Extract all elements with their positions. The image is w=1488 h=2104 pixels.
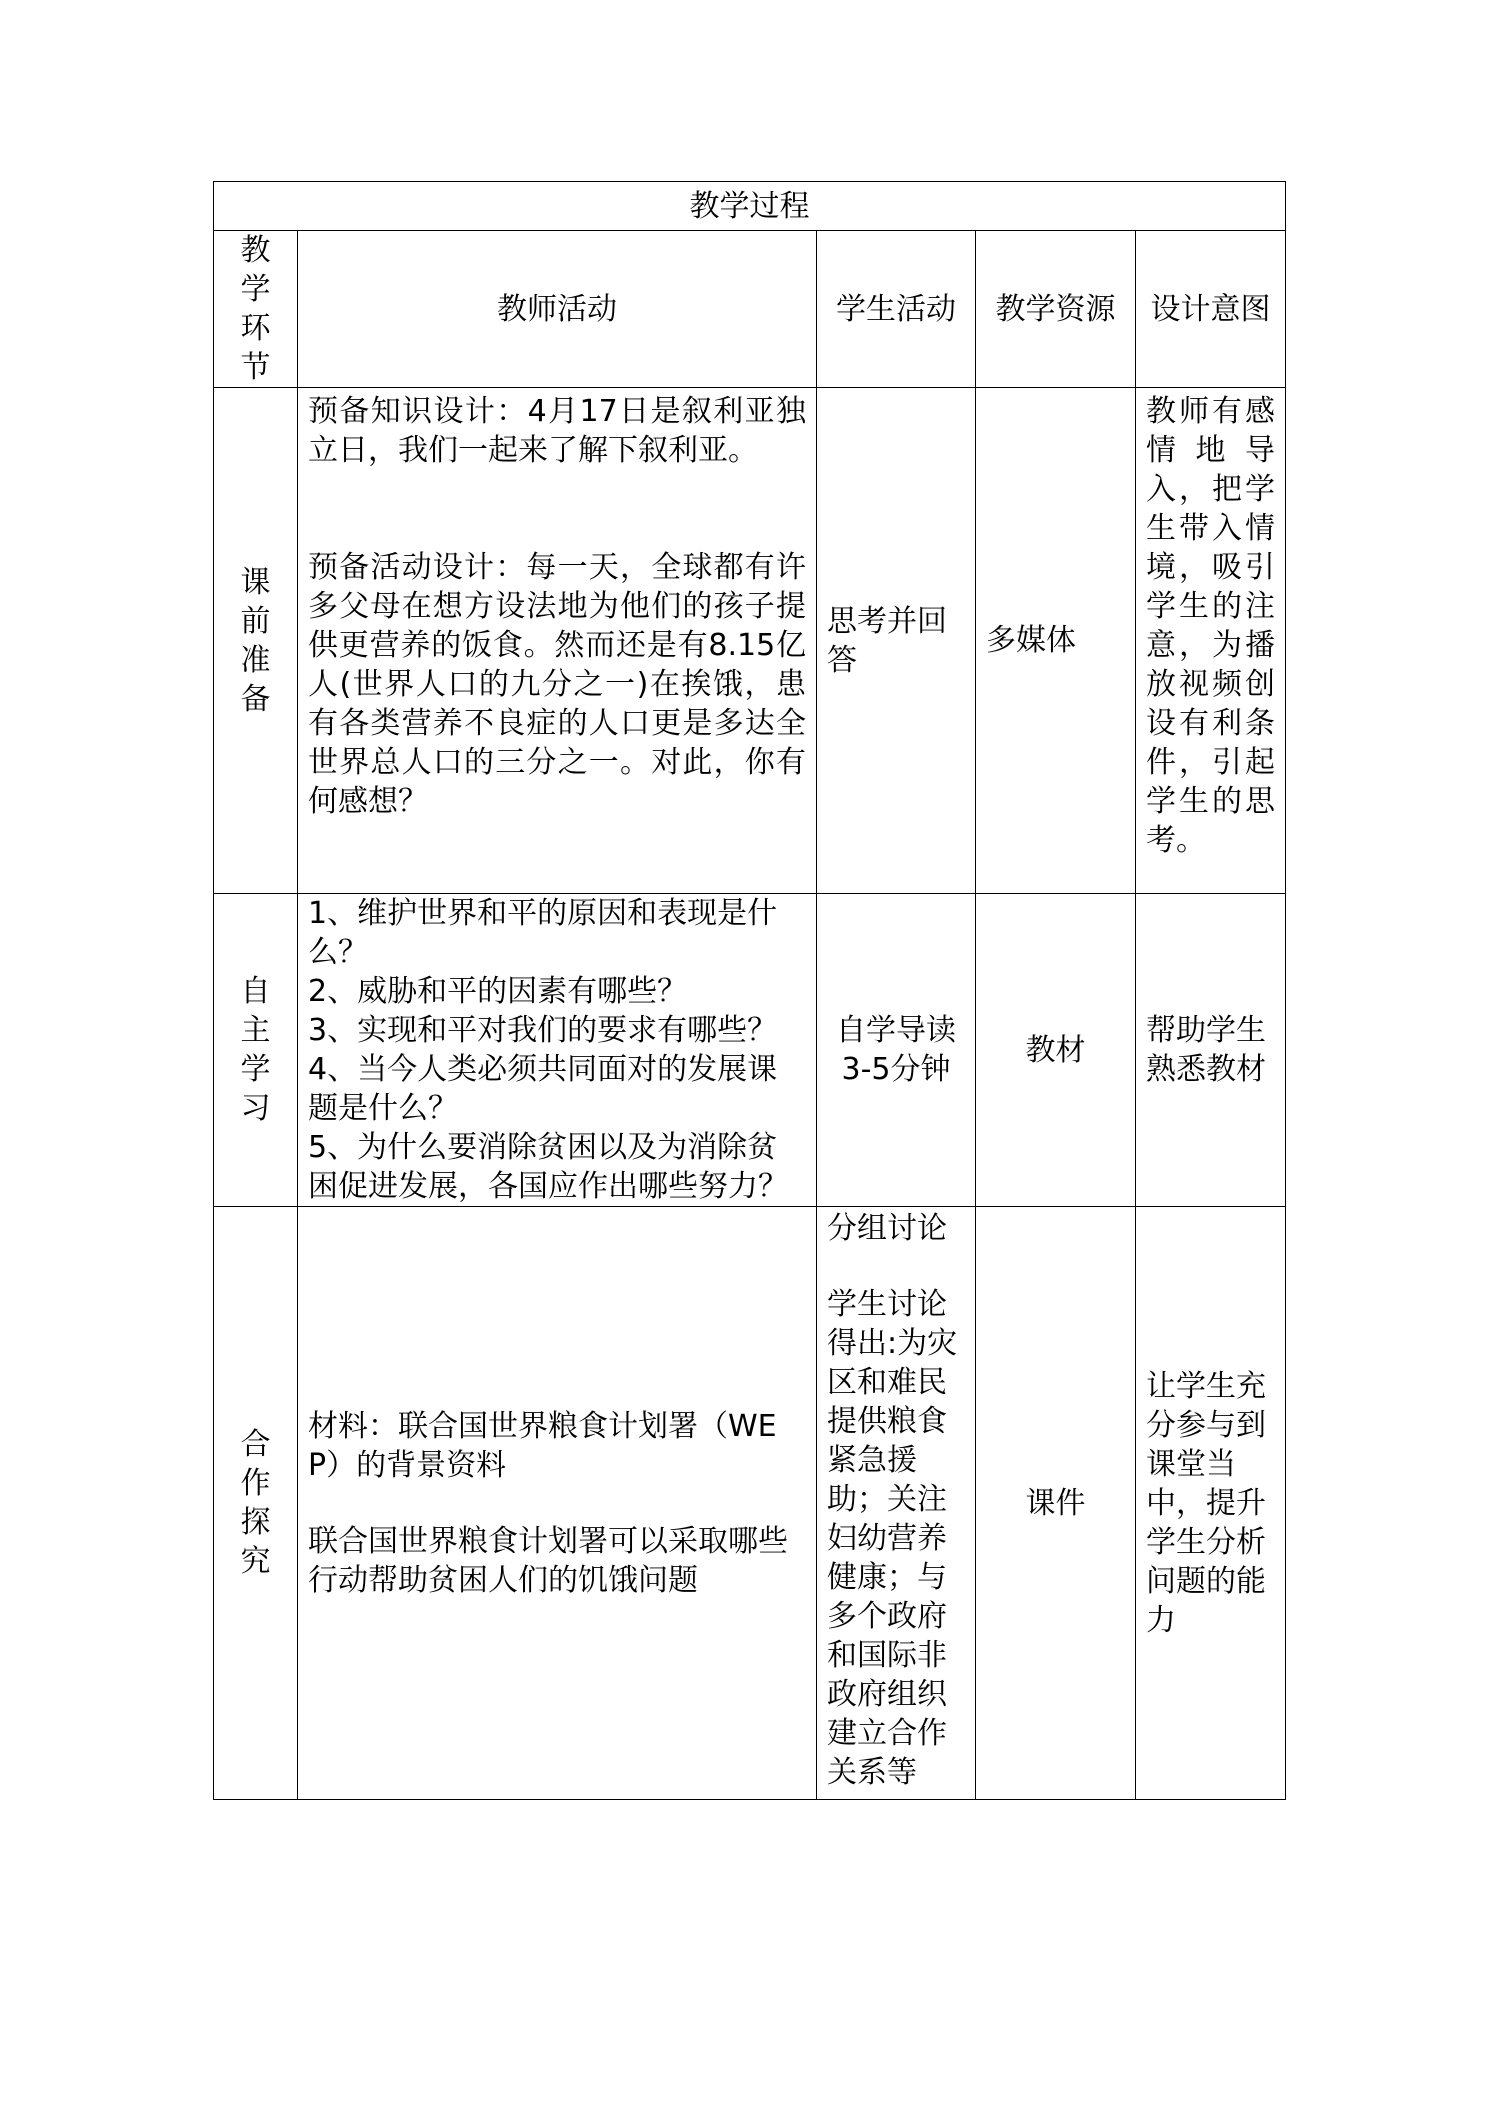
spacer bbox=[827, 1248, 965, 1285]
table-title-row bbox=[214, 182, 1286, 231]
header-teacher: 教师活动 bbox=[298, 231, 817, 388]
table-title: 教学过程 bbox=[214, 182, 1286, 231]
task-text: 联合国世界粮食计划署可以采取哪些行动帮助贫困人们的饥饿问题 bbox=[308, 1523, 788, 1598]
spacer bbox=[308, 1485, 806, 1522]
header-intent: 设计意图 bbox=[1136, 231, 1286, 388]
stage-char: 探 bbox=[240, 1505, 271, 1540]
resource-cell: 教材 bbox=[976, 894, 1136, 1207]
teacher-activity-text: 预备活动设计：每一天，全球都有许多父母在想方设法地为他们的孩子提供更营养的饭食。然而还是有8.15亿人(世界人口的九分之一)在挨饿，患有各类营养不良症的人口更是多达全世界总人口的三分之一。对此，你有何感想？ bbox=[308, 550, 806, 819]
stage-char: 合 bbox=[240, 1427, 271, 1462]
material-text: 材料：联合国世界粮食计划署（WEP）的背景资料 bbox=[308, 1408, 777, 1483]
stage-char: 主 bbox=[240, 1013, 271, 1048]
stage-char: 学 bbox=[240, 1052, 271, 1087]
teacher-activity-cell bbox=[298, 1207, 817, 1800]
student-activity-cell: 思考并回答 bbox=[817, 388, 976, 894]
teaching-process-table bbox=[213, 181, 1286, 1800]
stage-char: 自 bbox=[240, 974, 271, 1009]
question-item: 3、实现和平对我们的要求有哪些？ bbox=[308, 1013, 778, 1048]
table-row-cooperative-inquiry bbox=[214, 1207, 1286, 1800]
table-row-preparation bbox=[214, 388, 1286, 894]
stage-char: 前 bbox=[240, 603, 271, 639]
intent-cell: 让学生充分参与到课堂当中，提升学生分析问题的能力 bbox=[1136, 1207, 1286, 1800]
header-resource: 教学资源 bbox=[976, 231, 1136, 388]
stage-char: 准 bbox=[240, 642, 271, 678]
resource-cell: 课件 bbox=[976, 1207, 1136, 1800]
student-activity-cell bbox=[817, 894, 976, 1207]
question-item: 4、当今人类必须共同面对的发展课题是什么？ bbox=[308, 1052, 778, 1126]
student-activity-cell bbox=[817, 1207, 976, 1800]
stage-char: 作 bbox=[240, 1466, 271, 1501]
teacher-activity-cell bbox=[298, 388, 817, 894]
spacer bbox=[308, 470, 806, 548]
header-student: 学生活动 bbox=[817, 231, 976, 388]
intent-cell: 教师有感情地导入，把学生带入情境，吸引学生的注意，为播放视频创设有利条件，引起学生的思考。 bbox=[1136, 388, 1286, 894]
stage-cell bbox=[214, 388, 298, 894]
question-item: 5、为什么要消除贫困以及为消除贫困促进发展，各国应作出哪些努力？ bbox=[308, 1130, 788, 1204]
header-stage-char: 教 bbox=[240, 233, 271, 268]
stage-cell bbox=[214, 1207, 298, 1800]
stage-char: 备 bbox=[240, 681, 271, 717]
stage-cell bbox=[214, 894, 298, 1207]
stage-char: 习 bbox=[240, 1091, 271, 1126]
teacher-activity-text: 预备知识设计：4月17日是叙利亚独立日，我们一起来了解下叙利亚。 bbox=[308, 394, 806, 468]
question-item: 1、维护世界和平的原因和表现是什么？ bbox=[308, 896, 778, 970]
stage-char: 究 bbox=[240, 1544, 271, 1579]
header-row bbox=[214, 231, 1286, 388]
teacher-activity-cell bbox=[298, 894, 817, 1207]
header-stage bbox=[214, 231, 298, 388]
student-activity-text: 学生讨论得出:为灾区和难民提供粮食紧急援助；关注妇幼营养健康；与多个政府和国际非政府组织建立合作关系等 bbox=[827, 1287, 958, 1790]
header-stage-char: 学 bbox=[240, 272, 271, 307]
teaching-process-document bbox=[213, 181, 1285, 1800]
student-activity-text: 分组讨论 bbox=[827, 1211, 947, 1246]
student-activity-text: 3-5分钟 bbox=[841, 1052, 951, 1087]
resource-cell: 多媒体 bbox=[976, 388, 1136, 894]
header-stage-char: 环 bbox=[240, 311, 271, 346]
stage-char: 课 bbox=[240, 564, 271, 600]
question-item: 2、威胁和平的因素有哪些？ bbox=[308, 974, 688, 1009]
header-stage-char: 节 bbox=[240, 350, 271, 385]
intent-cell: 帮助学生熟悉教材 bbox=[1136, 894, 1286, 1207]
table-row-self-study bbox=[214, 894, 1286, 1207]
student-activity-text: 自学导读 bbox=[836, 1013, 956, 1048]
